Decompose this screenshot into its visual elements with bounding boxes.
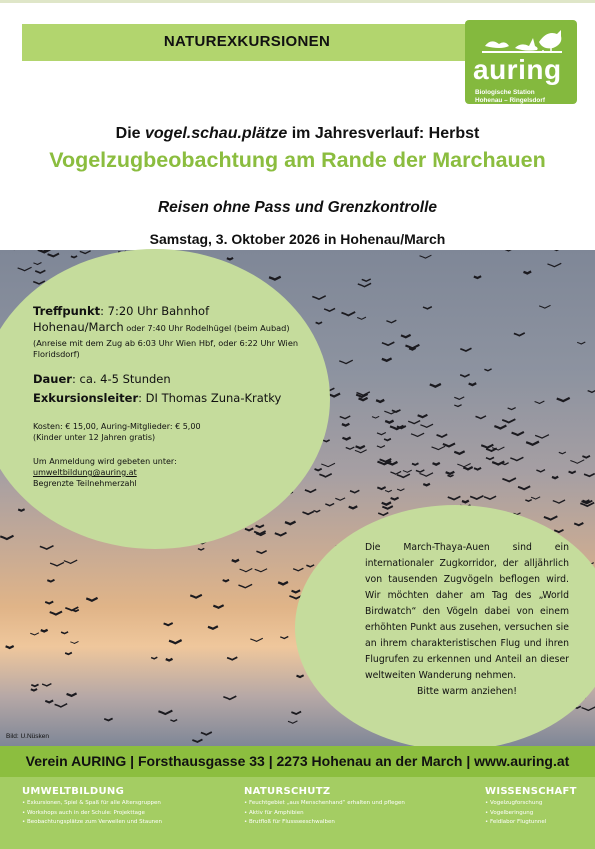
bird-mark <box>170 720 177 722</box>
bird-mark <box>437 434 448 437</box>
bird-mark <box>35 270 45 273</box>
bird-mark <box>305 489 316 492</box>
bird-mark <box>535 435 549 438</box>
bird-mark <box>340 416 351 419</box>
footer-item: • Feldlabor Flugtunnel <box>485 818 590 828</box>
bird-mark <box>357 317 366 319</box>
bird-mark <box>430 384 441 387</box>
duration-value: : ca. 4-5 Stunden <box>71 372 171 386</box>
address-line: Verein AURING | Forsthausgasse 33 | 2273 Hohenau an der March | www.auring.at <box>25 753 570 769</box>
bird-mark <box>446 472 455 474</box>
bird-mark <box>356 446 365 448</box>
subtitle: Reisen ohne Pass und Grenzkontrolle <box>157 199 438 216</box>
auring-logo <box>465 20 577 104</box>
bird-mark <box>460 348 471 351</box>
bird-mark <box>18 509 24 511</box>
duration <box>33 371 303 387</box>
bird-mark <box>382 502 391 504</box>
bird-mark <box>86 598 97 601</box>
bird-mark <box>454 397 464 399</box>
bird-mark <box>460 374 469 376</box>
bird-mark <box>582 707 595 710</box>
footer-heading: WISSENSCHAFT <box>485 786 577 797</box>
bird-mark <box>508 408 516 410</box>
footer-item: • Brutfloß für Flussseeschwalben <box>244 818 444 828</box>
bird-mark <box>423 484 430 486</box>
bird-mark <box>531 497 540 499</box>
bird-mark <box>198 548 204 550</box>
bird-mark <box>377 446 385 448</box>
bird-mark <box>278 582 288 584</box>
bird-mark <box>280 636 288 638</box>
bird-mark <box>232 560 239 562</box>
bird-mark <box>412 463 419 465</box>
bird-mark <box>390 471 401 474</box>
logo-sub-line1: Biologische Station <box>475 89 535 96</box>
bird-mark <box>292 590 301 592</box>
bird-mark <box>505 250 512 251</box>
date-line: Samstag, 3. Oktober 2026 in Hohenau/March <box>149 231 446 247</box>
bird-mark <box>512 432 524 435</box>
bird-mark <box>584 474 595 477</box>
bird-mark <box>569 471 576 473</box>
series-title-post: im Jahresverlauf: Herbst <box>287 125 480 142</box>
bird-mark <box>169 640 182 643</box>
bird-silhouettes-icon <box>477 24 567 56</box>
bird-mark <box>213 605 223 608</box>
bird-mark <box>321 463 335 466</box>
bird-mark <box>391 498 399 500</box>
bird-mark <box>433 463 440 465</box>
bird-mark <box>526 442 539 445</box>
bird-mark <box>525 500 531 502</box>
bird-mark <box>539 305 550 308</box>
bird-mark <box>64 560 77 563</box>
banner-label: NATUREXKURSIONEN <box>163 33 331 50</box>
bird-mark <box>536 470 545 472</box>
meeting-place <box>33 319 303 336</box>
bird-mark <box>382 506 392 509</box>
leader-value: : DI Thomas Zuna-Kratky <box>138 391 282 405</box>
bird-mark <box>486 457 494 459</box>
bird-mark <box>65 607 78 610</box>
bird-mark <box>296 675 303 677</box>
bird-mark <box>18 267 32 270</box>
bird-mark <box>570 460 584 463</box>
bird-mark <box>469 383 477 385</box>
bird-mark <box>323 440 330 442</box>
bird-mark <box>349 506 358 508</box>
footer-heading: NATURSCHUTZ <box>244 786 331 797</box>
meeting-time: : 7:20 Uhr Bahnhof <box>100 304 210 318</box>
bird-mark <box>457 463 470 466</box>
bird-mark <box>45 602 53 604</box>
bird-mark <box>377 432 386 434</box>
bird-mark <box>476 416 486 419</box>
bird-mark <box>67 693 77 695</box>
series-title-italic: vogel.schau.plätze <box>145 125 288 142</box>
bird-mark <box>378 513 388 516</box>
bird-mark <box>355 450 367 453</box>
bird-mark <box>227 657 237 660</box>
bird-mark <box>454 405 461 407</box>
bird-mark <box>291 712 301 714</box>
bird-mark <box>397 489 404 491</box>
bird-mark <box>47 580 54 582</box>
bird-mark <box>362 279 371 281</box>
bird-mark <box>494 425 506 428</box>
bird-mark <box>164 623 173 625</box>
logo-subtitle <box>475 89 545 104</box>
bird-mark <box>250 638 262 641</box>
bird-mark <box>346 447 355 449</box>
bird-mark <box>306 565 314 567</box>
bird-mark <box>582 500 589 502</box>
bird-mark <box>151 657 157 659</box>
bird-mark <box>405 345 419 348</box>
bird-mark <box>454 451 464 454</box>
bird-mark <box>588 390 595 392</box>
series-title <box>0 125 595 143</box>
bird-mark <box>553 500 565 503</box>
bird-mark <box>386 320 396 322</box>
bird-mark <box>339 360 352 363</box>
bird-mark <box>470 496 483 499</box>
bird-mark <box>474 276 481 278</box>
bird-mark <box>255 569 267 572</box>
footer-col-naturschutz <box>244 786 444 828</box>
bird-mark <box>384 439 391 441</box>
bird-mark <box>420 255 432 258</box>
bird-mark <box>192 739 202 742</box>
headline: Vogelzugbeobachtung am Rande der Marchauen <box>49 148 546 172</box>
bird-mark <box>31 689 37 691</box>
closing-note: Bitte warm anziehen! <box>417 686 517 697</box>
bird-mark <box>223 580 229 582</box>
bird-mark <box>275 533 287 536</box>
bird-mark <box>544 516 557 519</box>
bird-mark <box>319 474 331 477</box>
bird-mark <box>481 445 493 448</box>
bird-mark <box>30 633 39 635</box>
bird-mark <box>240 569 253 572</box>
bird-mark <box>397 474 410 477</box>
bird-mark <box>552 477 558 479</box>
bird-mark <box>245 528 253 530</box>
bird-mark <box>382 358 392 360</box>
bird-mark <box>484 369 491 371</box>
bird-mark <box>303 512 314 515</box>
bird-mark <box>341 312 355 315</box>
bird-mark <box>190 595 202 598</box>
bird-mark <box>6 646 14 648</box>
meeting-label: Treffpunkt <box>33 304 101 318</box>
bird-mark <box>342 424 350 426</box>
footer-item: • Beobachtungsplätze zum Verweilen und Staunen <box>22 818 212 828</box>
bird-mark <box>432 446 446 449</box>
bird-mark <box>325 503 334 505</box>
bird-mark <box>423 307 432 309</box>
bird-mark <box>238 584 252 587</box>
header-banner <box>22 24 472 61</box>
bird-mark <box>582 456 590 458</box>
bird-mark <box>518 486 530 489</box>
bird-mark <box>314 510 321 512</box>
photo-credit: Bild: U.Nüsken <box>6 733 49 740</box>
bird-mark <box>316 322 322 324</box>
meeting-point <box>33 303 303 319</box>
bird-mark <box>293 568 303 571</box>
bird-mark <box>40 546 54 549</box>
bird-mark <box>288 721 297 723</box>
bird-mark <box>342 437 350 439</box>
cost-line2: (Kinder unter 12 Jahren gratis) <box>33 433 156 442</box>
footer-heading: UMWELTBILDUNG <box>22 786 125 797</box>
bird-mark <box>401 335 411 337</box>
bird-mark <box>201 732 212 735</box>
bird-mark <box>420 424 433 427</box>
bird-mark <box>65 653 72 655</box>
bird-mark <box>463 467 472 469</box>
bird-mark <box>418 415 428 417</box>
limited-note: Begrenzte Teilnehmerzahl <box>33 479 137 488</box>
bird-mark <box>359 398 368 400</box>
leader-label: Exkursionsleiter <box>33 391 139 405</box>
bird-mark <box>350 490 359 492</box>
bird-mark <box>484 496 496 499</box>
bird-mark <box>385 490 392 492</box>
footer-item: • Vogelzugforschung <box>485 799 590 809</box>
bird-mark <box>269 277 281 280</box>
bird-mark <box>312 296 325 299</box>
bird-mark <box>447 475 453 477</box>
bird-mark <box>71 256 77 258</box>
bird-mark <box>80 251 91 254</box>
footer-item: • Vogelberingung <box>485 809 590 819</box>
footer-columns <box>0 777 595 849</box>
duration-label: Dauer <box>33 372 72 386</box>
bird-mark <box>419 473 433 476</box>
footer-item: • Exkursionen, Spiel & Spaß für alle Altersgruppen <box>22 799 212 809</box>
bird-mark <box>208 626 218 628</box>
bird-mark <box>376 400 384 402</box>
bird-mark <box>42 684 51 686</box>
address-bar <box>0 746 595 777</box>
series-title-pre: Die <box>115 125 145 142</box>
bird-mark <box>31 684 38 686</box>
bird-mark <box>324 308 335 311</box>
bird-mark <box>385 421 393 423</box>
bird-mark <box>502 419 515 422</box>
bird-mark <box>315 469 322 471</box>
meeting-station: Hohenau/March <box>33 320 124 334</box>
description-text: Die March-Thaya-Auen sind ein internationaler Zugkorridor, der alljährlich von tausenden Zugvögeln beflogen wird. Wir möchten daher am Tag des „World Birdwatch“ den Vögeln dabei von einem erhöhten Punkt aus zusehen, versuchen sie an ihrem charakteristischen Flug und ihren Flugrufen zu erkennen und Anteil an dieser weltweiten Wanderung nehmen. <box>365 542 569 681</box>
bird-mark <box>474 468 481 470</box>
bird-mark <box>55 704 68 707</box>
bird-mark <box>372 416 379 418</box>
leader <box>33 390 303 406</box>
bird-mark <box>514 333 525 336</box>
bird-mark <box>448 496 461 499</box>
bird-mark <box>256 525 264 527</box>
bird-mark <box>358 283 371 286</box>
bird-mark <box>45 700 53 702</box>
bird-mark <box>335 498 345 500</box>
bird-mark <box>158 711 172 714</box>
bird-mark <box>403 470 412 472</box>
bird-mark <box>33 262 41 264</box>
bird-mark <box>574 523 583 525</box>
bird-mark <box>256 551 266 554</box>
bird-mark <box>0 536 13 539</box>
top-divider <box>0 0 595 3</box>
bird-mark <box>535 401 545 403</box>
registration-note: Um Anmeldung wird gebeten unter: <box>33 457 177 466</box>
bird-mark <box>502 478 515 481</box>
bird-mark <box>559 452 566 454</box>
footer-item: • Workshops auch in der Schule: Projekttage <box>22 809 212 819</box>
bird-mark <box>547 263 561 266</box>
footer-col-wissenschaft <box>485 786 590 828</box>
bird-mark <box>48 254 59 257</box>
bird-mark <box>408 421 420 424</box>
bird-mark <box>411 433 424 436</box>
info-panel <box>33 303 303 489</box>
bird-mark <box>50 562 64 565</box>
bird-mark <box>50 611 62 614</box>
bird-mark <box>510 457 523 460</box>
logo-sub-line2: Hohenau – Ringelsdorf <box>475 96 545 104</box>
bird-mark <box>382 342 394 345</box>
bird-mark <box>462 501 469 503</box>
arrival-info: (Anreise mit dem Zug ab 6:03 Uhr Wien Hbf, oder 6:22 Uhr Wien Floridsdorf) <box>33 338 299 359</box>
bird-mark <box>416 470 424 472</box>
bird-mark <box>223 696 236 699</box>
registration-email-link[interactable]: umweltbildung@auring.at <box>33 468 137 477</box>
bird-mark <box>61 632 68 634</box>
bird-mark <box>577 342 585 344</box>
logo-wordmark: auring <box>473 54 562 85</box>
bird-mark <box>227 258 233 260</box>
bird-mark <box>104 718 112 720</box>
bird-mark <box>166 659 173 661</box>
footer-item: • Feuchtgebiet „aus Menschenhand“ erhalten und pflegen <box>244 799 444 809</box>
bird-mark <box>41 630 48 632</box>
bird-mark <box>523 271 531 273</box>
bird-mark <box>70 641 78 643</box>
cost-line1: Kosten: € 15,00, Auring-Mitglieder: € 5,00 <box>33 422 201 431</box>
footer-col-umweltbildung <box>22 786 212 828</box>
bird-mark <box>377 487 385 489</box>
bird-mark <box>285 522 296 525</box>
description-panel <box>365 540 569 700</box>
bird-mark <box>557 398 570 401</box>
meeting-alternative: oder 7:40 Uhr Rodelhügel (beim Aubad) <box>123 323 290 333</box>
footer-item: • Aktiv für Amphibien <box>244 809 444 819</box>
